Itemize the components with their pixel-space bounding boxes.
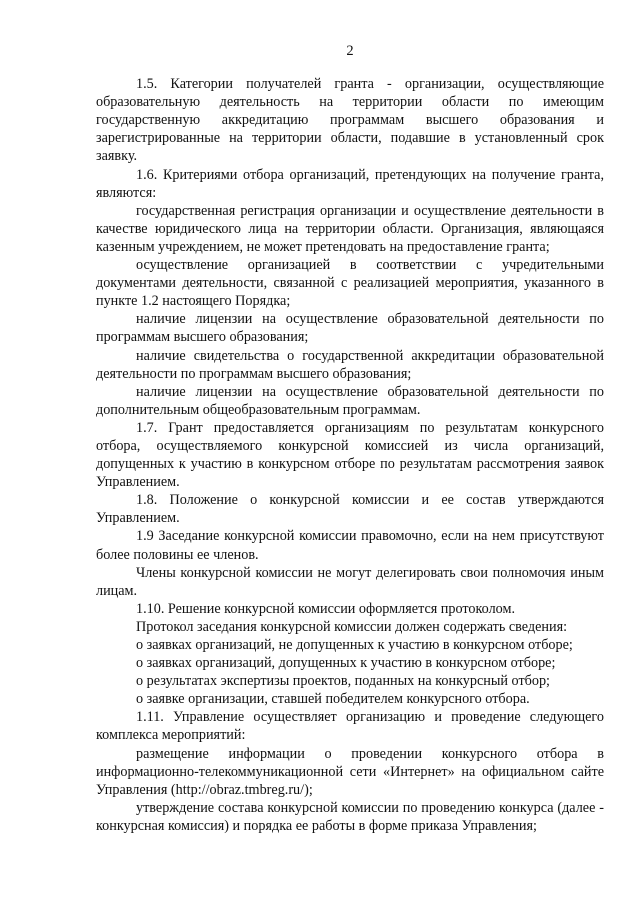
document-page bbox=[96, 42, 604, 835]
criteria-activity: осуществление организацией в соответствии с учредительными документами деятельности, связанной с реализацией мероприятия, указанного в пункте 1.2 настоящего Порядка; bbox=[96, 257, 604, 310]
protocol-item-rejected: о заявках организаций, не допущенных к участию в конкурсном отборе; bbox=[136, 637, 573, 653]
criteria-license-additional: наличие лицензии на осуществление образовательной деятельности по дополнительным общеобразовательным программам. bbox=[96, 383, 604, 418]
criteria-registration: государственная регистрация организации и осуществление деятельности в качестве юридического лица на территории области. Организация, являющаяся казенным учреждением, не может претендовать на предоставление гранта; bbox=[96, 202, 604, 255]
protocol-contents-intro: Протокол заседания конкурсной комиссии должен содержать сведения: bbox=[136, 618, 568, 635]
criteria-license-higher: наличие лицензии на осуществление образовательной деятельности по программам высшего образования; bbox=[96, 311, 604, 346]
protocol-item-winner: о заявке организации, ставшей победителем конкурсного отбора. bbox=[136, 691, 530, 708]
paragraph-1-9: 1.9 Заседание конкурсной комиссии правомочно, если на нем присутствуют более половины ее членов. bbox=[96, 528, 604, 563]
commission-members-note: Члены конкурсной комиссии не могут делегировать свои полномочия иным лицам. bbox=[96, 564, 604, 599]
protocol-item-expertise: о результатах экспертизы проектов, поданных на конкурсный отбор; bbox=[136, 673, 550, 690]
measure-publication: размещение информации о проведении конкурсного отбора в информационно-телекоммуникационной сети «Интернет» на официальном сайте Управления (http://obraz.tmbreg.ru/); bbox=[96, 745, 604, 798]
page-number: 2 bbox=[346, 43, 354, 59]
criteria-accreditation: наличие свидетельства о государственной аккредитации образовательной деятельности по программам высшего образования; bbox=[96, 347, 604, 382]
measure-commission-approval: утверждение состава конкурсной комиссии по проведению конкурса (далее - конкурсная комиссия) и порядка ее работы в форме приказа Управления; bbox=[96, 799, 604, 834]
paragraph-1-5: 1.5. Категории получателей гранта - организации, осуществляющие образовательную деятельность на территории области по имеющим государственную аккредитацию программам высшего образования и зарегистрированные на территории области, подавшие в установленный срок заявку. bbox=[96, 76, 604, 165]
paragraph-1-10: 1.10. Решение конкурсной комиссии оформляется протоколом. bbox=[136, 600, 516, 617]
paragraph-1-7: 1.7. Грант предоставляется организациям по результатам конкурсного отбора, осуществляемого конкурсной комиссией из числа организаций, допущенных к участию в конкурсном отборе по результатам рассмотрения заявок Управлением. bbox=[96, 419, 604, 491]
protocol-item-admitted: о заявках организаций, допущенных к участию в конкурсном отборе; bbox=[136, 655, 556, 672]
paragraph-1-11: 1.11. Управление осуществляет организацию и проведение следующего комплекса мероприятий: bbox=[96, 709, 604, 744]
paragraph-1-8: 1.8. Положение о конкурсной комиссии и ее состав утверждаются Управлением. bbox=[96, 492, 604, 527]
document-body bbox=[96, 75, 604, 835]
paragraph-1-6: 1.6. Критериями отбора организаций, претендующих на получение гранта, являются: bbox=[96, 166, 604, 201]
